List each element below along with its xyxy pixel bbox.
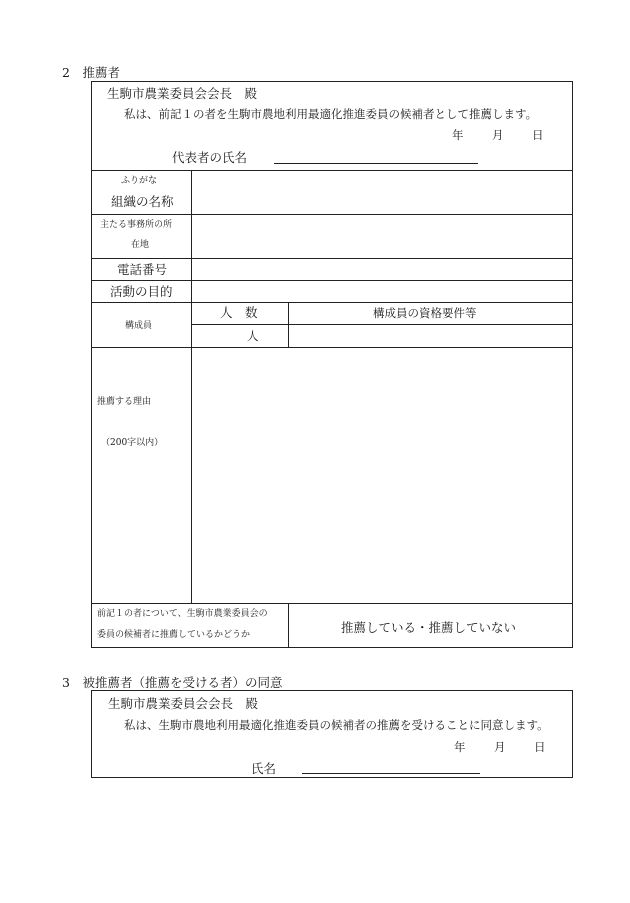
recommendation-statement: 私は、前記１の者を生駒市農地利用最適化推進委員の候補者として推薦します。 <box>124 107 538 121</box>
office-address-label-line2: 在地 <box>131 240 150 250</box>
section-3-heading: 3 被推薦者（推薦を受ける者）の同意 <box>62 675 283 690</box>
office-address-field[interactable] <box>192 215 572 257</box>
organization-name-label: 組織の名称 <box>111 194 174 209</box>
consent-addressee-text: 生駒市農業委員会会長 殿 <box>108 696 259 711</box>
member-count-field[interactable] <box>192 325 244 346</box>
date-day-label: 日 <box>532 128 544 142</box>
representative-name-label: 代表者の氏名 <box>172 150 248 165</box>
committee-recommendation-question-line2: 委員の候補者に推薦しているかどうか <box>97 630 251 640</box>
addressee-text: 生駒市農業委員会会長 殿 <box>107 86 258 101</box>
consent-date-month-label: 月 <box>494 740 506 754</box>
recommendation-status-options[interactable]: 推薦している・推薦していない <box>341 620 517 635</box>
recommendation-reason-field[interactable] <box>192 348 572 602</box>
office-address-label-line1: 主たる事務所の所 <box>100 220 173 230</box>
furigana-label: ふりがな <box>121 176 158 186</box>
organization-name-field[interactable] <box>192 171 572 213</box>
activity-purpose-field[interactable] <box>192 281 572 301</box>
recommendation-reason-label: 推薦する理由 <box>97 397 152 407</box>
consent-statement: 私は、生駒市農地利用最適化推進委員の候補者の推薦を受けることに同意します。 <box>124 718 549 732</box>
consent-name-label: 氏名 <box>251 761 277 776</box>
recommendation-reason-limit: （200字以内） <box>101 438 164 448</box>
members-label: 構成員 <box>125 321 153 331</box>
member-qualification-header: 構成員の資格要件等 <box>373 306 477 320</box>
consent-date-day-label: 日 <box>534 740 546 754</box>
activity-purpose-label: 活動の目的 <box>110 284 173 299</box>
consent-name-field[interactable] <box>302 773 480 774</box>
member-count-header: 人 数 <box>220 305 258 320</box>
phone-number-label: 電話番号 <box>117 262 168 277</box>
member-count-unit: 人 <box>247 329 259 343</box>
member-qualification-field[interactable] <box>289 325 572 346</box>
section-2-heading: 2 推薦者 <box>62 65 120 80</box>
representative-name-field[interactable] <box>274 163 478 164</box>
date-year-label: 年 <box>452 128 464 142</box>
phone-number-field[interactable] <box>192 259 572 279</box>
committee-recommendation-question-line1: 前記１の者について、生駒市農業委員会の <box>97 609 268 619</box>
date-month-label: 月 <box>492 128 504 142</box>
consent-date-year-label: 年 <box>454 740 466 754</box>
